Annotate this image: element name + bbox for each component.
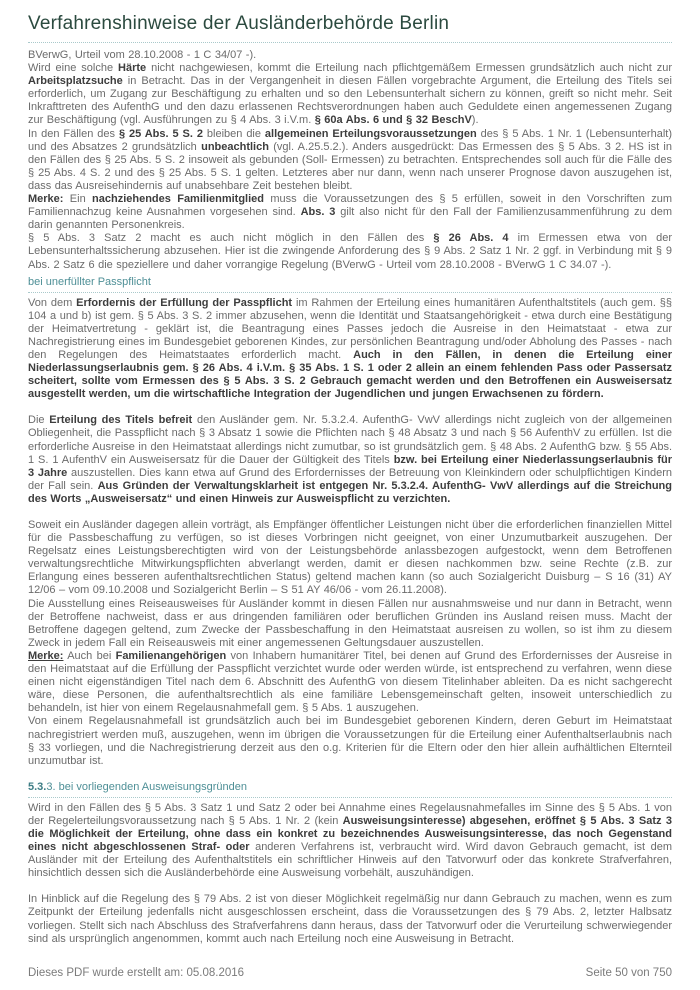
section-heading [28, 276, 672, 293]
paragraph [28, 232, 672, 271]
text-segment: bleiben die [202, 127, 265, 140]
text-segment: Wird in den Fällen des § 5 Abs. 3 Satz 1 und Satz 2 oder bei Annahme eines Regelausnahmefalles im Sinne des § 5 Abs. 1 von der Regelerteilungsvoraussetzung nach § 5 Abs. 1 Nr. 2 (kein [28, 801, 672, 827]
paragraph [28, 49, 672, 62]
text-segment: Ausweisungsinteresse) abgesehen, eröffnet § 5 Abs. 3 Satz 3 die Möglichkeit der Erteilung, ohne dass ein konkret zu bezeichnendes Ausweisungsinteresse, das noch Gegenstand eines nicht abgeschlossenen Straf- oder [28, 814, 672, 854]
text-segment: Die Ausstellung eines Reiseausweises für Ausländer kommt in diesen Fällen nur ausnahmsweise und nur dann in Betracht, wenn der Betroffene nachweist, dass er aus dringenden familiären oder beruflichen Gründen ins Ausland reisen muss. Macht der Betroffene dagegen geltend, zum Zwecke der Passbeschaffung in den Heimatstaat ausreisen zu wollen, so ist ihm zu diesem Zweck in jedem Fall ein Reiseausweis mit einer angemessenen Geltungsdauer auszustellen. [28, 597, 672, 649]
text-segment: Merke: [28, 649, 64, 662]
text-segment: in Betracht. Das in der Vergangenheit in diesen Fällen vorgebrachte Argument, die Erteilung des Titels sei erforderlich, um Zugang zur Beschäftigung zu erhalten und so den Lebensunterhalt sichern zu können, greift so nicht mehr. Seit Inkrafttreten des AufenthG und den dazu erlassenen Rechtsverordnungen haben auch Geduldete einen angemessenen Zugang zur Beschäftigung (vgl. Ausführungen zu § 4 Abs. 3 i.V.m. [28, 75, 672, 127]
text-segment: § 60a Abs. 6 und § 32 BeschV [314, 114, 472, 127]
text-segment: Soweit ein Ausländer dagegen allein vorträgt, als Empfänger öffentlicher Leistungen nicht über die erforderlichen finanziellen Mittel für die Passbeschaffung zu verfügen, so ist dieses Vorbringen nicht geeignet, von einer Unzumutbarkeit auszugehen. Der Regelsatz eines Leistungsberechtigten wird von der Leistungsbehörde anlassbezogen aufgestockt, wenn dem Betroffenen verwaltungsrechtliche Mitwirkungspflichten abverlangt werden, damit er diesen nachkommen bzw. seine Rechte (z.B. zur Erlangung eines besseren aufenthaltsrechtlichen Status) geltend machen kann (so auch Sozialgericht Duisburg – S 16 (31) AY 12/06 – vom 09.10.2008 und Sozialgericht Berlin – S 51 AY 46/06 - vom 26.11.2008). [28, 519, 672, 597]
paragraph [28, 802, 672, 881]
text-segment: § 25 Abs. 5 S. 2 [118, 127, 203, 140]
document-body [28, 49, 672, 946]
paragraph [28, 650, 672, 715]
paragraph [28, 414, 672, 506]
paragraph [28, 297, 672, 402]
text-segment: den Ausländer gem. Nr. 5.3.2.4. AufenthG- VwV allerdings nicht zugleich von der allgemeinen Obliegenheit, die Passpflicht nach § 3 Absatz 1 sowie die Pflichten nach § 48 Absatz 3 und nach § 56 AufenthV zu erfüllen. Ist die erforderliche Ausreise in den Heimatstaat allerdings nicht zumutbar, so ist grundsätzlich gem. § 48 Abs. 2 AufenthG bzw. § 55 Abs. 1 S. 1 AufenthV ein Ausweisersatz für die Dauer der Gültigkeit des Titels [28, 414, 672, 466]
text-segment: Arbeitsplatzsuche [28, 75, 123, 88]
text-segment: im Ermessen etwa von der Lebensunterhaltssicherung abzusehen. Hier ist die zwingende Anforderung des § 9 Abs. 2 Satz 1 Nr. 2 ggf. in Verbindung mit § 9 Abs. 2 Satz 6 die speziellere und daher vorrangige Regelung (BVerwG - Urteil vom 28.10.2008 - BVerwG 1 C 34.07 -). [28, 232, 672, 271]
text-segment: anderen Verfahrens ist, verbraucht wird. Wird davon Gebrauch gemacht, ist dem Ausländer mit der Erteilung des Aufenthaltstitels ein schriftlicher Hinweis auf den Tatvorwurf oder das konkrete Strafverfahren, hinsichtlich dessen sich die Ausländerbehörde eine Ausweisung vorbehält, auszuhändigen. [28, 841, 672, 880]
paragraph [28, 519, 672, 598]
text-segment: Abs. 3 [300, 206, 336, 219]
text-segment: Wird eine solche [28, 62, 119, 75]
text-segment: auszustellen. Dies kann etwa auf Grund des Erfordernisses der Betreuung von Kleinkindern oder schulpflichtigen Kindern der Fall sein. [28, 466, 672, 492]
text-segment: In Hinblick auf die Regelung des § 79 Abs. 2 ist von dieser Möglichkeit regelmäßig nur dann Gebrauch zu machen, wenn es zum Zeitpunkt der Erteilung jedenfalls nicht ausgeschlossen erscheint, dass die Voraussetzungen des § 79 Abs. 2, letzter Halbsatz vorliegen. Stellt sich nach Abschluss des Strafverfahrens dann heraus, dass der Tatvorwurf oder die Verurteilung schwerwiegender sind als ursprünglich angenommen, kommt auch nach Erteilung noch eine Ausweisung in Betracht. [28, 893, 672, 945]
text-segment: muss die Voraussetzungen des § 5 erfüllen, soweit in den Vorschriften zum Familiennachzug keine Ausnahmen vorgesehen sind. [28, 193, 672, 219]
text-segment: Familienangehörigen [115, 649, 227, 662]
paragraph [28, 893, 672, 945]
text-segment: Von dem [28, 296, 77, 309]
text-segment: Von einem Regelausnahmefall ist grundsätzlich auch bei im Bundesgebiet geborenen Kindern, deren Geburt im Heimatstaat nachregistriert werden muß, auszugehen, wenn im übrigen die Voraussetzungen für die Erteilung einer Aufenthaltserlaubnis nach § 33 vorliegen, und die Nachregistrierung derzeit aus den o.g. Kriterien für die Eltern oder den hier allein aufhältlichen Elternteil unzumutbar ist. [28, 715, 672, 767]
text-segment: In den Fällen des [28, 127, 119, 140]
text-segment: von Inhabern humanitärer Titel, bei denen auf Grund des Erfordernisses der Ausreise in den Heimatstaat auf die Erfüllung der Passpflicht verzichtet wurde oder werden würde, ist entsprechend zu verfahren, wenn diese einen nicht eigenständigen Titel nach dem 6. Abschnitt des AufenthG von diesem Titelinhaber ableiten. Da es nicht sachgerecht wäre, diese Personen, die aufenthaltsrechtlich als eine familiäre Lebensgemeinschaft gelten, insoweit unterschiedlich zu behandeln, ist hier von einem Regelausnahmefall gem. § 5 Abs. 1 auszugehen. [28, 649, 672, 715]
text-segment: Härte [118, 62, 147, 75]
text-segment: Auch bei [63, 649, 116, 662]
text-segment: des § 5 Abs. 1 Nr. 1 (Lebensunterhalt) und des Absatzes 2 grundsätzlich [28, 127, 672, 153]
section-heading [28, 781, 672, 798]
text-segment: Erfordernis der Erfüllung der Passpflicht [76, 296, 293, 309]
page-number: Seite 50 von 750 [585, 967, 672, 979]
text-segment: BVerwG, Urteil vom 28.10.2008 - 1 C 34/07 -). [28, 49, 257, 61]
text-segment: gilt also nicht für den Fall der Familienzusammenführung zu dem darin genannten Personenkreis. [28, 206, 672, 232]
text-segment: 3. bei vorliegenden Ausweisungsgründen [46, 780, 247, 793]
text-segment: unbeachtlich [201, 140, 269, 153]
paragraph [28, 62, 672, 127]
text-segment: § 26 Abs. 4 [433, 232, 509, 245]
text-segment: nachziehendes Familienmitglied [92, 193, 265, 206]
text-segment: ). [471, 114, 479, 127]
paragraph [28, 715, 672, 767]
text-segment: bei unerfüllter Passpflicht [28, 275, 151, 288]
text-segment: Die [28, 414, 50, 427]
text-segment: Erteilung des Titels befreit [49, 414, 193, 427]
text-segment: Ein [63, 193, 93, 206]
text-segment: bzw. bei Erteilung einer Niederlassungserlaubnis für 3 Jahre [28, 453, 672, 479]
paragraph [28, 128, 672, 193]
text-segment: allgemeinen Erteilungsvoraussetzungen [264, 127, 477, 140]
document-title: Verfahrenshinweise der Ausländerbehörde Berlin [28, 13, 450, 34]
title-divider [28, 42, 672, 43]
text-segment: 5.3. [28, 780, 47, 793]
text-segment: Aus Gründen der Verwaltungsklarheit ist entgegen Nr. 5.3.2.4. AufenthG- VwV allerdings auf die Streichung des Worts „Ausweisersatz“ und einen Hinweis zur Ausweispflicht zu verzichten. [28, 479, 672, 505]
page-footer [28, 967, 672, 979]
paragraph [28, 598, 672, 650]
text-segment: im Rahmen der Erteilung eines humanitären Aufenthaltstitels (auch gem. §§ 104 a und b) ist gem. § 5 Abs. 3 S. 2 immer abzusehen, wenn die Identität und Staatsangehörigkeit - etwa durch eine Bestätigung der Heimatvertretung - geklärt ist, die Beantragung eines Passes jedoch die Ausreise in den Heimatstaat - etwa zur Nachregistrierung eines im Bundesgebiet geborenen Kindes, zur persönlichen Beantragung und/oder Abholung des Passes - nach den Regelungen des Heimatstaates erforderlich macht. [28, 296, 672, 361]
creation-date: Dieses PDF wurde erstellt am: 05.08.2016 [28, 967, 245, 979]
paragraph [28, 193, 672, 232]
text-segment: nicht nachgewiesen, kommt die Erteilung nach pflichtgemäßem Ermessen grundsätzlich auch nicht zur [146, 62, 672, 75]
text-segment: Auch in den Fällen, in denen die Erteilung einer Niederlassungserlaubnis gem. § 26 Abs. 4 i.V.m. § 35 Abs. 1 S. 1 oder 2 allein an einem fehlenden Pass oder Passersatz scheitert, sollte vom Ermessen des § 5 Abs. 3 S. 2 Gebrauch gemacht werden und den Betroffenen ein Ausweisersatz ausgestellt werden, um die wirtschaftliche Integration der Jugendlichen und jungen Erwachsenen zu fördern. [28, 348, 672, 401]
text-segment: Merke: [28, 193, 64, 206]
text-segment: (vgl. A.25.5.2.). Anders ausgedrückt: Das Ermessen des § 5 Abs. 3 2. HS ist in den Fällen des § 25 Abs. 5 S. 2 insoweit als gebunden (Soll- Ermessen) zu betrachten. Entsprechendes soll auch für die Fälle des § 25 Abs. 4 S. 2 und des § 25 Abs. 5 S. 1 gelten. Letzteres aber nur dann, wenn nach unserer Prognose davon auszugehen ist, dass das Ausreisehindernis auf unabsehbare Zeit bestehen bleibt. [28, 140, 672, 192]
text-segment: § 5 Abs. 3 Satz 2 macht es auch nicht möglich in den Fällen des [28, 232, 434, 245]
